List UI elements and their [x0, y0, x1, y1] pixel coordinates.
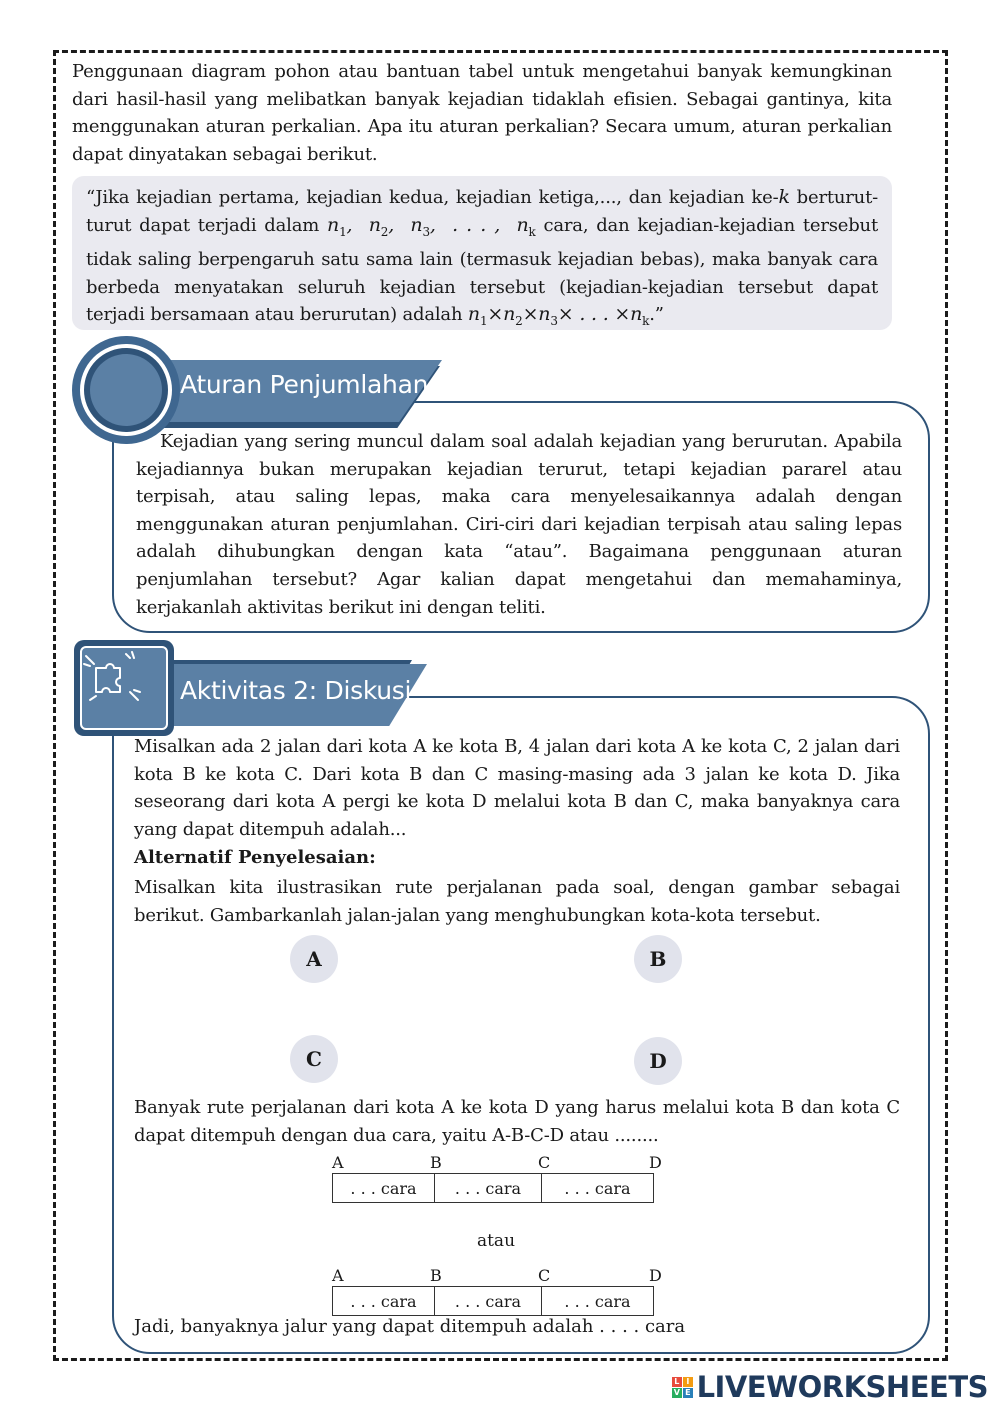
- route2-label-a: A: [332, 1266, 344, 1285]
- quote-end: .”: [649, 304, 664, 326]
- intro-paragraph: Penggunaan diagram pohon atau bantuan tabel untuk mengetahui banyak kemungkinan dari hasil-hasil yang melibatkan banyak kejadian tidaklah efisien. Sebagai gantinya, kita menggunakan aturan perkalian. Apa itu aturan perkalian? Secara umum, aturan perkalian dapat dinyatakan sebagai berikut.: [72, 61, 892, 165]
- quote-part1: “Jika kejadian pertama, kejadian kedua, kejadian ketiga,..., dan kejadian ke-: [86, 187, 779, 208]
- route1-label-c: C: [538, 1153, 551, 1172]
- route2-cell-cd[interactable]: . . . cara: [564, 1291, 631, 1311]
- puzzle-hands-icon: [80, 646, 168, 730]
- problem-text: Misalkan ada 2 jalan dari kota A ke kota B, 4 jalan dari kota A ke kota C, 2 jalan dari kota B ke kota C. Dari kota B dan C masing-masing ada 3 jalan ke kota D. Jika seseorang dari kota A pergi ke kota D melalui kota B dan C, maka banyaknya cara yang dapat ditempuh adalah...: [134, 736, 900, 840]
- route1-cell-cd[interactable]: . . . cara: [564, 1178, 631, 1198]
- liveworksheets-logo[interactable]: [672, 1370, 988, 1404]
- quote-text: [86, 184, 878, 336]
- logo-mark-icon: L I V E: [672, 1377, 693, 1398]
- route1-cell-bc[interactable]: . . . cara: [435, 1174, 542, 1202]
- section2-title: Aktivitas 2: Diskusi: [180, 676, 412, 705]
- alternative-solution-text: Misalkan kita ilustrasikan rute perjalanan pada soal, dengan gambar sebagai berikut. Gambarkanlah jalan-jalan yang menghubungkan kota-kota tersebut.: [134, 877, 900, 926]
- city-node-b[interactable]: B: [634, 935, 682, 983]
- city-node-d[interactable]: D: [634, 1037, 682, 1085]
- multiplication-rule-quote: [72, 176, 892, 330]
- routes-text: Banyak rute perjalanan dari kota A ke kota D yang harus melalui kota B dan kota C dapat ditempuh dengan dua cara, yaitu A-B-C-D atau ........: [134, 1097, 900, 1146]
- quote-part2: berturut-turut dapat terjadi dalam: [86, 187, 878, 236]
- route2-cell-bc[interactable]: . . . cara: [435, 1287, 542, 1315]
- quote-n-product: $n_1\times n_2\times n_3\times$ . . . $\times n_k$: [467, 303, 650, 328]
- quote-part3: cara, dan kejadian-kejadian tersebut tidak saling berpengaruh satu sama lain (termasuk kejadian bebas), maka banyak cara berbeda menyatakan seluruh kejadian tersebut (kejadian-kejadian tersebut dapat terjadi bersamaan atau berurutan) adalah: [86, 214, 878, 326]
- route1-label-a: A: [332, 1153, 344, 1172]
- route2-label-c: C: [538, 1266, 551, 1285]
- city-node-c[interactable]: C: [290, 1035, 338, 1083]
- section1-badge-inner: [90, 354, 162, 426]
- atau-label-row: [0, 1231, 1000, 1251]
- route1-cells: [332, 1173, 654, 1203]
- route2-labels: [332, 1266, 662, 1286]
- alternative-solution-heading: Alternatif Penyelesaian:: [134, 847, 376, 868]
- route1-label-d: D: [649, 1153, 662, 1172]
- puzzle-icon: [82, 648, 142, 708]
- quote-k: k: [778, 186, 790, 208]
- conclusion-text: Jadi, banyaknya jalur yang dapat ditempuh adalah . . . . cara: [134, 1316, 686, 1337]
- route1-labels: [332, 1153, 662, 1173]
- quote-n-sequence: $n_1$, $n_2$, $n_3$, . . . , $n_k$: [327, 213, 536, 239]
- atau-label: atau: [476, 1231, 516, 1251]
- route1-cell-ab[interactable]: . . . cara: [333, 1174, 435, 1202]
- route2-label-d: D: [649, 1266, 662, 1285]
- section1-title: Aturan Penjumlahan: [180, 370, 429, 399]
- route2-cells: [332, 1286, 654, 1316]
- route-table-2: [332, 1266, 662, 1316]
- route2-label-b: B: [430, 1266, 442, 1285]
- section1-body: Kejadian yang sering muncul dalam soal adalah kejadian yang berurutan. Apabila kejadiannya bukan merupakan kejadian terurut, tetapi kejadian pararel atau terpisah, atau saling lepas, maka cara menyelesaikannya adalah dengan menggunakan aturan penjumlahan. Ciri-ciri dari kejadian terpisah atau saling lepas adalah dihubungkan dengan kata “atau”. Bagaimana penggunaan aturan penjumlahan tersebut? Agar kalian dapat mengetahui dan memahaminya, kerjakanlah aktivitas berikut ini dengan teliti.: [136, 431, 902, 618]
- route-table-1: [332, 1153, 662, 1203]
- route1-label-b: B: [430, 1153, 442, 1172]
- logo-text: LIVEWORKSHEETS: [696, 1370, 988, 1404]
- route2-cell-ab[interactable]: . . . cara: [333, 1287, 435, 1315]
- city-node-a[interactable]: A: [290, 935, 338, 983]
